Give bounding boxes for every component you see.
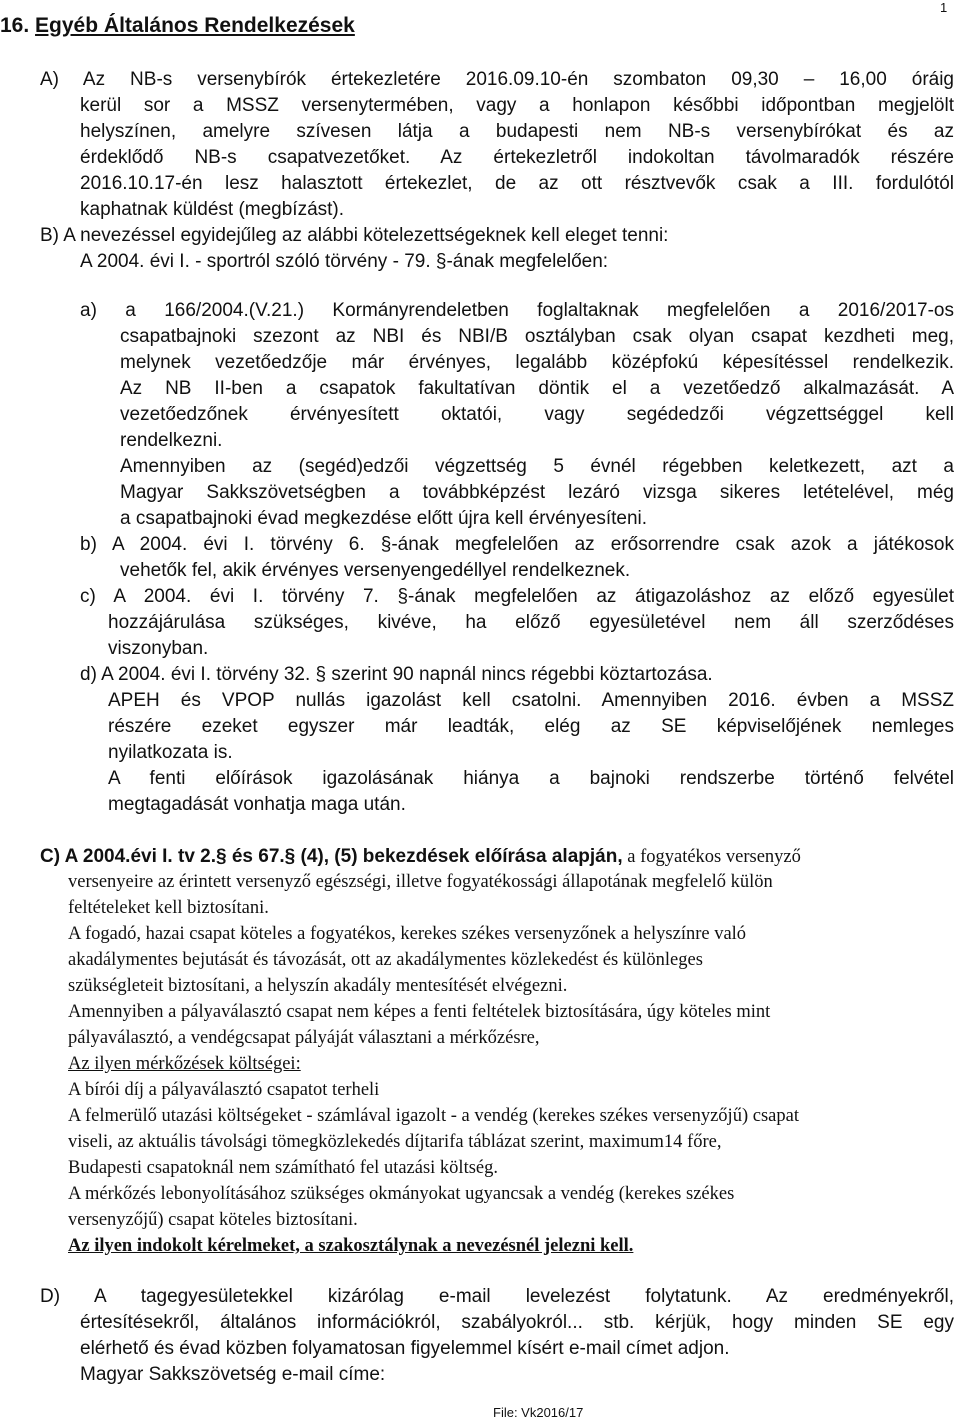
section-b-item: vehetők fel, akik érvényes versenyengedéllyel rendelkeznek. [120, 560, 631, 581]
title-text: Egyéb Általános Rendelkezések [35, 14, 355, 37]
section-c-heading-rest: a fogyatékos versenyző [622, 847, 801, 867]
section-a-line: A) Az NB-s versenybírók értekezletére 2016.09.10-én szombaton 09,30 – 16,00 óráig [40, 69, 954, 90]
section-c-line: akadálymentes bejutását és távozását, ott az akadálymentes közlekedést és különleges [68, 950, 703, 970]
section-a-line: helyszínen, amelyre szívesen látja a budapesti nem NB-s versenybírókat és az [80, 121, 954, 142]
section-b-line: A 2004. évi I. - sportról szóló törvény - 79. §-ának megfelelően: [80, 251, 609, 272]
section-c-line: pályaválasztó, a vendégcsapat pályáját választani a mérkőzésre, [68, 1028, 540, 1048]
section-c-heading [40, 844, 801, 870]
section-d-line: D) A tagegyesületekkel kizárólag e-mail levelezést folytatunk. Az eredményekről, [40, 1286, 954, 1307]
section-c-line: versenyeire az érintett versenyző egészségi, illetve fogyatékossági állapotának megfelelő külön [68, 872, 773, 892]
section-b-item: Magyar Sakkszövetségben a továbbképzést lezáró vizsga sikeres letételével, még [120, 482, 954, 503]
section-c-line: feltételeket kell biztosítani. [68, 898, 269, 918]
section-d-line: elérhető és évad közben folyamatosan figyelemmel kísért e-mail címet adjon. [80, 1338, 730, 1359]
section-b-item: a csapatbajnoki évad megkezdése előtt újra kell érvényesíteni. [120, 508, 648, 529]
section-b-item: csapatbajnoki szezont az NBI és NBI/B osztályban csak olyan csapat kezdheti meg, [120, 326, 954, 347]
section-b-item: nyilatkozata is. [108, 742, 233, 763]
section-b-item: viszonyban. [108, 638, 209, 659]
section-c-line: Amennyiben a pályaválasztó csapat nem képes a fenti feltételek biztosítására, úgy köteles mint [68, 1002, 771, 1022]
page-number: 1 [940, 0, 948, 15]
section-c-line: A felmerülő utazási költségeket - számlával igazolt - a vendég (kerekes székes versenyzőjű) csapat [68, 1106, 799, 1126]
section-c-line: A fogadó, hazai csapat köteles a fogyatékos, kerekes székes versenyzőnek a helyszínre való [68, 924, 747, 944]
section-a-line: kaphatnak küldést (megbízást). [80, 199, 345, 220]
section-b-item: melynek vezetőedzője már érvényes, legalább középfokú képesítéssel rendelkezik. [120, 352, 954, 373]
section-c-line: versenyzőjű) csapat köteles biztosítani. [68, 1210, 358, 1230]
section-b-item: részére ezeket egyszer már leadták, elég az SE képviselőjének nemleges [108, 716, 954, 737]
section-c-line: szükségleteit biztosítani, a helyszín akadály mentesítését elvégezni. [68, 976, 568, 996]
section-c-line: Budapesti csapatoknál nem számítható fel utazási költség. [68, 1158, 498, 1178]
section-c-costs-heading: Az ilyen mérkőzések költségei: [68, 1054, 301, 1074]
section-b-item: megtagadását vonhatja maga után. [108, 794, 406, 815]
section-c-request-note: Az ilyen indokolt kérelmeket, a szakosztálynak a nevezésnél jelezni kell. [68, 1236, 634, 1256]
section-c-line: A bírói díj a pályaválasztó csapatot terheli [68, 1080, 380, 1100]
section-b-item: Amennyiben az (segéd)edzői végzettség 5 évnél régebben keletkezett, azt a [120, 456, 954, 477]
section-b-item: b) A 2004. évi I. törvény 6. §-ának megfelelően az erősorrendre csak azok a játékosok [80, 534, 954, 555]
footer-file-label: File: Vk2016/17 [493, 1405, 584, 1420]
section-b-item: rendelkezni. [120, 430, 223, 451]
section-b-item: APEH és VPOP nullás igazolást kell csatolni. Amennyiben 2016. évben a MSSZ [108, 690, 954, 711]
section-b-item: a) a 166/2004.(V.21.) Kormányrendeletben foglaltaknak megfelelően a 2016/2017-os [80, 300, 954, 321]
section-a-line: kerül sor a MSSZ versenytermében, vagy a honlapon későbbi időpontban megjelölt [80, 95, 954, 116]
section-b-item: vezetőedzőnek érvényesített oktatói, vagy segédedzői végzettséggel kell [120, 404, 954, 425]
section-c-heading-bold: C) A 2004.évi I. tv 2.§ és 67.§ (4), (5) bekezdések előírása alapján, [40, 846, 623, 867]
section-c-line: viseli, az aktuális távolsági tömegközlekedés díjtarifa táblázat szerint, maximum14 főre, [68, 1132, 722, 1152]
section-b-item: hozzájárulása szükséges, kivéve, ha előző egyesületével nem áll szerződéses [108, 612, 954, 633]
section-b-item: c) A 2004. évi I. törvény 7. §-ának megfelelően az átigazoláshoz az előző egyesület [80, 586, 954, 607]
section-b-item: Az NB II-ben a csapatok fakultatívan döntik el a vezetőedző alkalmazását. A [120, 378, 954, 399]
section-d-line: Magyar Sakkszövetség e-mail címe: [80, 1364, 386, 1385]
section-d-line: értesítésekről, általános információkról, szabályokról... stb. kérjük, hogy minden SE egy [80, 1312, 954, 1333]
section-a-line: érdeklődő NB-s csapatvezetőket. Az értekezletről indokoltan távolmaradók részére [80, 147, 954, 168]
section-b-item: d) A 2004. évi I. törvény 32. § szerint 90 napnál nincs régebbi köztartozása. [80, 664, 713, 685]
section-a-line: 2016.10.17-én lesz halasztott értekezlet, de az ott résztvevők csak a III. fordulótól [80, 173, 954, 194]
section-b-item: A fenti előírások igazolásának hiánya a bajnoki rendszerbe történő felvétel [108, 768, 954, 789]
section-c-line: A mérkőzés lebonyolításához szükséges okmányokat ugyancsak a vendég (kerekes székes [68, 1184, 735, 1204]
section-b-line: B) A nevezéssel egyidejűleg az alábbi kötelezettségeknek kell eleget tenni: [40, 225, 669, 246]
section-title [0, 14, 355, 38]
title-number: 16. [0, 14, 30, 37]
